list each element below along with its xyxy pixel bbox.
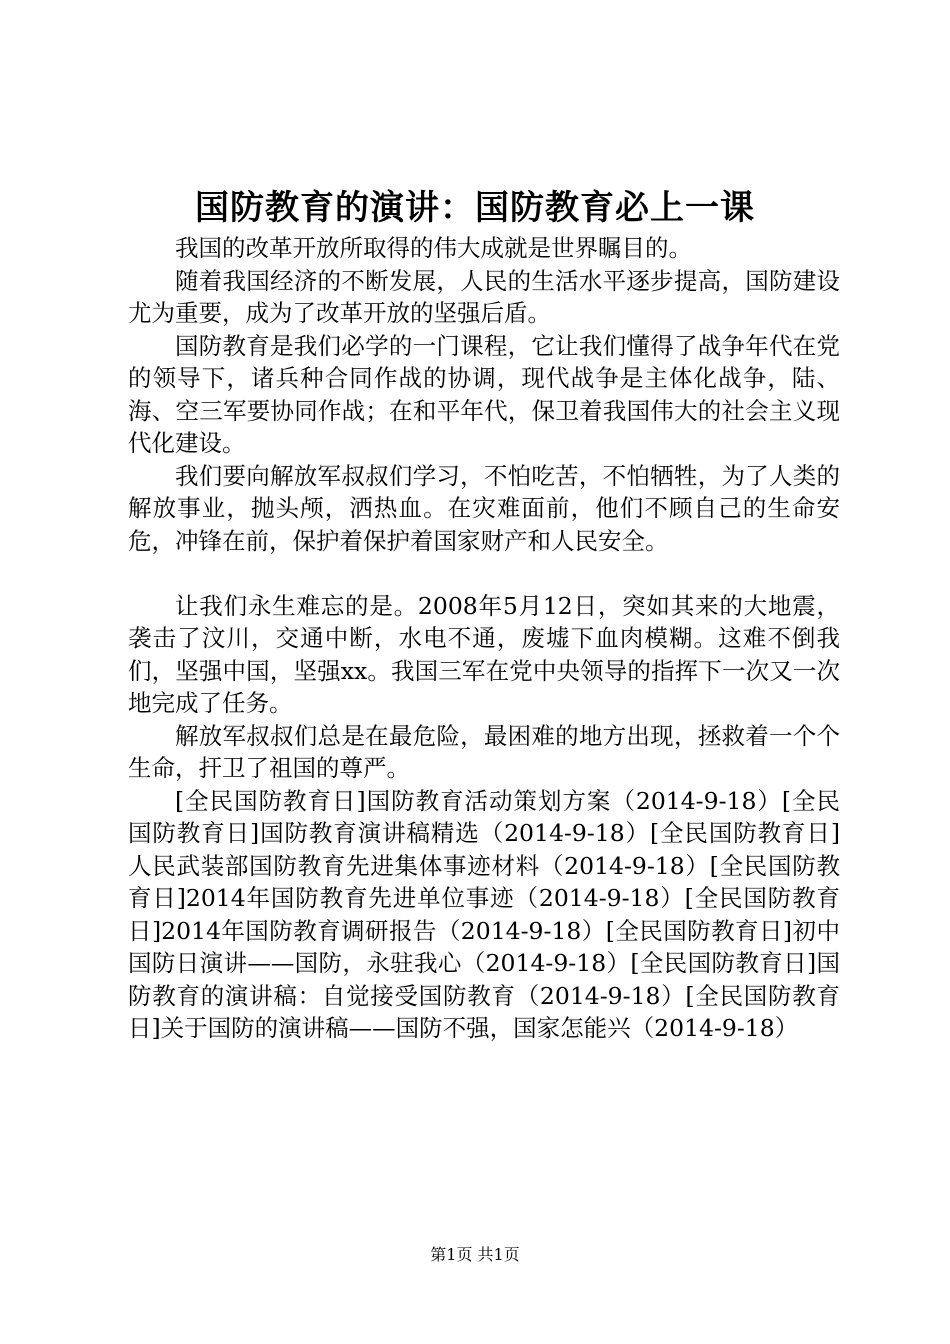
document-title: 国防教育的演讲：国防教育必上一课 [195, 188, 755, 228]
related-links-paragraph: [全民国防教育日]国防教育活动策划方案（2014-9-18）[全民国防教育日]国防教育演讲稿精选（2014-9-18）[全民国防教育日]人民武装部国防教育先进集体事迹材料（2014-9-18）[全民国防教育日]2014年国防教育先进单位事迹（2014-9-18）[全民国防教育日]2014年国防教育调研报告（2014-9-18）[全民国防教育日]初中国防日演讲——国防，永驻我心（2014-9-18）[全民国防教育日]国防教育的演讲稿：自觉接受国防教育（2014-9-18）[全民国防教育日]关于国防的演讲稿——国防不强，国家怎能兴（2014-9-18） [128, 786, 840, 1042]
document-body [128, 232, 840, 1045]
paragraph: 我们要向解放军叔叔们学习，不怕吃苦，不怕牺牲，为了人类的解放事业，抛头颅，洒热血。在灾难面前，他们不顾自己的生命安危，冲锋在前，保护着保护着国家财产和人民安全。 [128, 461, 840, 555]
paragraph: 我国的改革开放所取得的伟大成就是世界瞩目的。 [175, 234, 692, 262]
paragraph: 国防教育是我们必学的一门课程，它让我们懂得了战争年代在党的领导下，诸兵种合同作战的协调，现代战争是主体化战争，陆、海、空三军要协同作战；在和平年代，保卫着我国伟大的社会主义现代化建设。 [128, 331, 840, 457]
paragraph: 让我们永生难忘的是。2008年5月12日，突如其来的大地震，袭击了汶川，交通中断，水电不通，废墟下血肉模糊。这难不倒我们，坚强中国，坚强xx。我国三军在党中央领导的指挥下一次又一次地完成了任务。 [128, 591, 840, 717]
paragraph-spacer [128, 557, 840, 590]
paragraph: 随着我国经济的不断发展，人民的生活水平逐步提高，国防建设尤为重要，成为了改革开放的坚强后盾。 [128, 266, 840, 327]
page-footer: 第1页 共1页 [430, 1245, 520, 1264]
paragraph: 解放军叔叔们总是在最危险，最困难的地方出现，拯救着一个个生命，扞卫了祖国的尊严。 [128, 721, 840, 782]
